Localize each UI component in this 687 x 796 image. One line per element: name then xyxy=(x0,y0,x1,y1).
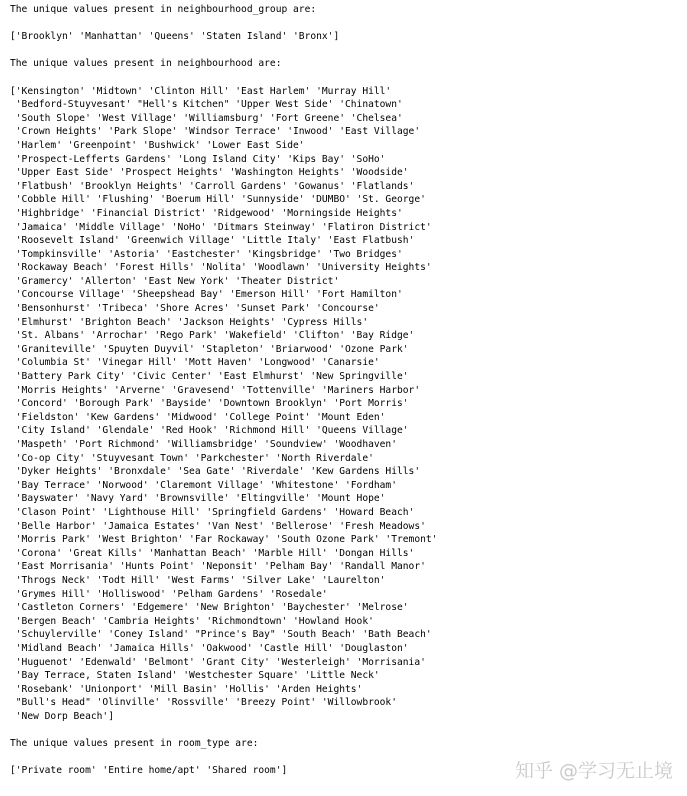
neighbourhood-line: 'Grymes Hill' 'Holliswood' 'Pelham Gardens' 'Rosedale' xyxy=(10,588,328,600)
neighbourhood-line: 'Morris Park' 'West Brighton' 'Far Rockaway' 'South Ozone Park' 'Tremont' xyxy=(10,534,438,546)
neighbourhood-line: 'Bay Terrace, Staten Island' 'Westchester Square' 'Little Neck' xyxy=(10,670,380,682)
neighbourhood-line: 'Gramercy' 'Allerton' 'East New York' 'Theater District' xyxy=(10,275,340,287)
neighbourhood-line: 'Rosebank' 'Unionport' 'Mill Basin' 'Hollis' 'Arden Heights' xyxy=(10,683,363,695)
room-type-values: ['Private room' 'Entire home/apt' 'Shared room'] xyxy=(10,765,288,777)
neighbourhood-line: 'Bergen Beach' 'Cambria Heights' 'Richmondtown' 'Howland Hook' xyxy=(10,615,374,627)
neighbourhood-line: 'Bedford-Stuyvesant' "Hell's Kitchen" 'Upper West Side' 'Chinatown' xyxy=(10,99,403,111)
neighbourhood-line: 'Huguenot' 'Edenwald' 'Belmont' 'Grant City' 'Westerleigh' 'Morrisania' xyxy=(10,656,426,668)
neighbourhood-line: 'Upper East Side' 'Prospect Heights' 'Washington Heights' 'Woodside' xyxy=(10,167,409,179)
neighbourhood-line: 'Harlem' 'Greenpoint' 'Bushwick' 'Lower East Side' xyxy=(10,139,305,151)
room-type-header: The unique values present in room_type are: xyxy=(10,738,259,750)
neighbourhood-line: 'Bensonhurst' 'Tribeca' 'Shore Acres' 'Sunset Park' 'Concourse' xyxy=(10,303,380,315)
neighbourhood-line: 'Concord' 'Borough Park' 'Bayside' 'Downtown Brooklyn' 'Port Morris' xyxy=(10,398,409,410)
neighbourhood-line: 'Tompkinsville' 'Astoria' 'Eastchester' 'Kingsbridge' 'Two Bridges' xyxy=(10,248,403,260)
neighbourhood-line: 'Schuylerville' 'Coney Island' "Prince's Bay" 'South Beach' 'Bath Beach' xyxy=(10,629,432,641)
neighbourhood-line: ['Kensington' 'Midtown' 'Clinton Hill' 'East Harlem' 'Murray Hill' xyxy=(10,85,392,97)
neighbourhood-line: 'Elmhurst' 'Brighton Beach' 'Jackson Heights' 'Cypress Hills' xyxy=(10,316,369,328)
neighbourhood-line: 'Fieldston' 'Kew Gardens' 'Midwood' 'College Point' 'Mount Eden' xyxy=(10,411,386,423)
neighbourhood-line: 'Maspeth' 'Port Richmond' 'Williamsbridge' 'Soundview' 'Woodhaven' xyxy=(10,439,397,450)
spacer xyxy=(10,17,681,31)
neighbourhood-line: 'Corona' 'Great Kills' 'Manhattan Beach' 'Marble Hill' 'Dongan Hills' xyxy=(10,547,415,559)
neighbourhood-line: 'Jamaica' 'Middle Village' 'NoHo' 'Ditmars Steinway' 'Flatiron District' xyxy=(10,221,432,233)
neighbourhood-line: 'Throgs Neck' 'Todt Hill' 'West Farms' 'Silver Lake' 'Laurelton' xyxy=(10,574,386,586)
spacer xyxy=(10,723,681,737)
spacer xyxy=(10,44,681,58)
neighbourhood-line: 'Prospect-Lefferts Gardens' 'Long Island City' 'Kips Bay' 'SoHo' xyxy=(10,153,386,165)
neighbourhood-line: 'Co-op City' 'Stuyvesant Town' 'Parkchester' 'North Riverdale' xyxy=(10,452,374,464)
neighbourhood-line: 'Morris Heights' 'Arverne' 'Gravesend' 'Tottenville' 'Mariners Harbor' xyxy=(10,384,421,396)
neighbourhood-line: 'Bay Terrace' 'Norwood' 'Claremont Village' 'Whitestone' 'Fordham' xyxy=(10,479,397,491)
neighbourhood-line: 'Graniteville' 'Spuyten Duyvil' 'Stapleton' 'Briarwood' 'Ozone Park' xyxy=(10,343,409,355)
neighbourhood-line: 'Clason Point' 'Lighthouse Hill' 'Springfield Gardens' 'Howard Beach' xyxy=(10,506,415,518)
spacer xyxy=(10,71,681,85)
neighbourhood-line: 'Midland Beach' 'Jamaica Hills' 'Oakwood' 'Castle Hill' 'Douglaston' xyxy=(10,642,409,654)
neighbourhood-line: 'Castleton Corners' 'Edgemere' 'New Brighton' 'Baychester' 'Melrose' xyxy=(10,602,409,614)
neighbourhood-line: 'City Island' 'Glendale' 'Red Hook' 'Richmond Hill' 'Queens Village' xyxy=(10,425,409,437)
group-header: The unique values present in neighbourhood_group are: xyxy=(10,4,317,15)
neighbourhood-line: 'Bayswater' 'Navy Yard' 'Brownsville' 'Eltingville' 'Mount Hope' xyxy=(10,493,386,505)
neighbourhood-line: 'Dyker Heights' 'Bronxdale' 'Sea Gate' 'Riverdale' 'Kew Gardens Hills' xyxy=(10,466,421,478)
neighbourhood-line: 'Concourse Village' 'Sheepshead Bay' 'Emerson Hill' 'Fort Hamilton' xyxy=(10,289,403,301)
neighbourhood-line: 'St. Albans' 'Arrochar' 'Rego Park' 'Wakefield' 'Clifton' 'Bay Ridge' xyxy=(10,330,415,342)
neighbourhood-line: 'Rockaway Beach' 'Forest Hills' 'Nolita' 'Woodlawn' 'University Heights' xyxy=(10,262,432,274)
neighbourhood-values xyxy=(10,85,681,724)
neighbourhood-line: 'Columbia St' 'Vinegar Hill' 'Mott Haven' 'Longwood' 'Canarsie' xyxy=(10,357,380,369)
notebook-output xyxy=(10,3,681,778)
neighbourhood-line: 'East Morrisania' 'Hunts Point' 'Neponsit' 'Pelham Bay' 'Randall Manor' xyxy=(10,561,426,573)
neighbourhood-line: 'South Slope' 'West Village' 'Williamsburg' 'Fort Greene' 'Chelsea' xyxy=(10,112,403,124)
neighbourhood-line: 'Battery Park City' 'Civic Center' 'East Elmhurst' 'New Springville' xyxy=(10,371,409,383)
neighbourhood-line: 'Roosevelt Island' 'Greenwich Village' 'Little Italy' 'East Flatbush' xyxy=(10,235,415,247)
neighbourhood-line: 'Cobble Hill' 'Flushing' 'Boerum Hill' 'Sunnyside' 'DUMBO' 'St. George' xyxy=(10,194,426,206)
watermark: 知乎 @学习无止境 xyxy=(514,760,673,782)
neighbourhood-line: "Bull's Head" 'Olinville' 'Rossville' 'Breezy Point' 'Willowbrook' xyxy=(10,697,397,709)
neighbourhood-header: The unique values present in neighbourhood are: xyxy=(10,58,282,70)
neighbourhood-line: 'Crown Heights' 'Park Slope' 'Windsor Terrace' 'Inwood' 'East Village' xyxy=(10,126,421,138)
group-values: ['Brooklyn' 'Manhattan' 'Queens' 'Staten Island' 'Bronx'] xyxy=(10,31,340,43)
neighbourhood-line: 'Belle Harbor' 'Jamaica Estates' 'Van Nest' 'Bellerose' 'Fresh Meadows' xyxy=(10,520,426,532)
neighbourhood-line: 'New Dorp Beach'] xyxy=(10,710,114,722)
neighbourhood-line: 'Highbridge' 'Financial District' 'Ridgewood' 'Morningside Heights' xyxy=(10,207,403,219)
neighbourhood-line: 'Flatbush' 'Brooklyn Heights' 'Carroll Gardens' 'Gowanus' 'Flatlands' xyxy=(10,180,415,192)
